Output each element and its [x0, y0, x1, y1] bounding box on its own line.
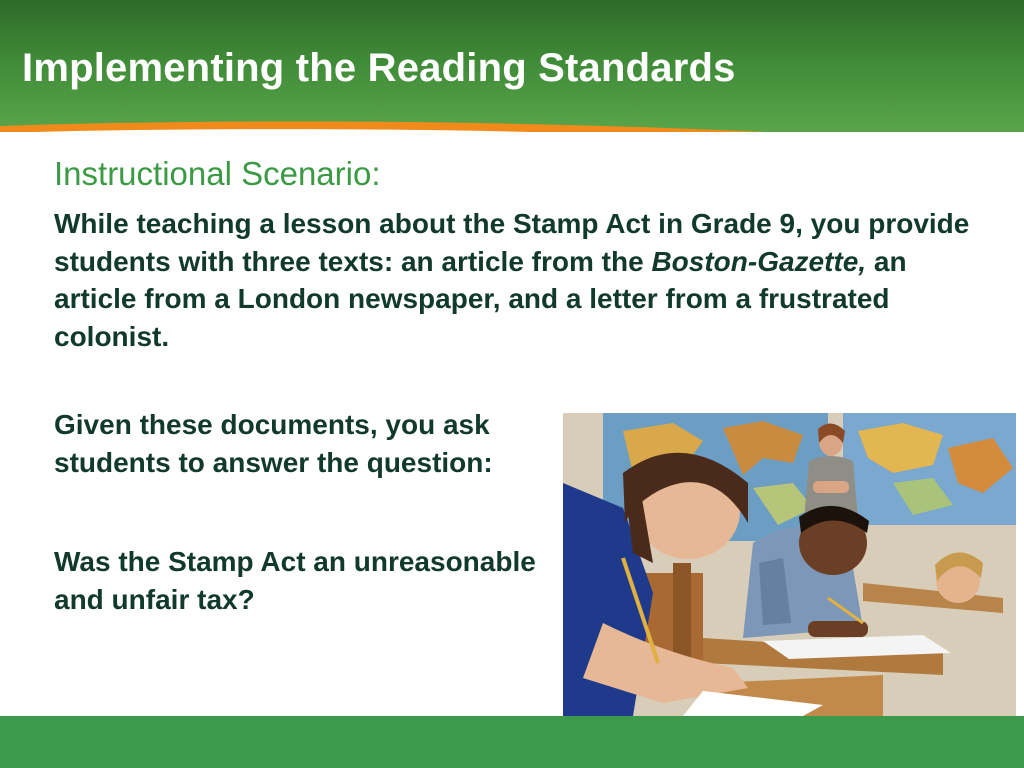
classroom-photo [563, 413, 1016, 716]
scenario-text-part2: an article from a London newspaper, and a letter from a frustrated colonist. [54, 245, 907, 352]
newspaper-title: Boston-Gazette, [651, 245, 867, 277]
classroom-photo-illustration [563, 413, 1016, 716]
scenario-text-part1: While teaching a lesson about the Stamp Act in Grade 9, you provide students with three texts: an article from the [54, 208, 970, 277]
footer-bar [0, 716, 1024, 768]
scenario-paragraph [54, 205, 974, 355]
section-subtitle: Instructional Scenario: [54, 155, 381, 192]
slide-title: Implementing the Reading Standards [22, 46, 736, 90]
given-documents-paragraph: Given these documents, you ask students to answer the question: [54, 409, 493, 478]
question-paragraph: Was the Stamp Act an unreasonable and unfair tax? [54, 546, 536, 615]
header-bar [0, 0, 1024, 132]
header-swoosh [0, 96, 1024, 132]
